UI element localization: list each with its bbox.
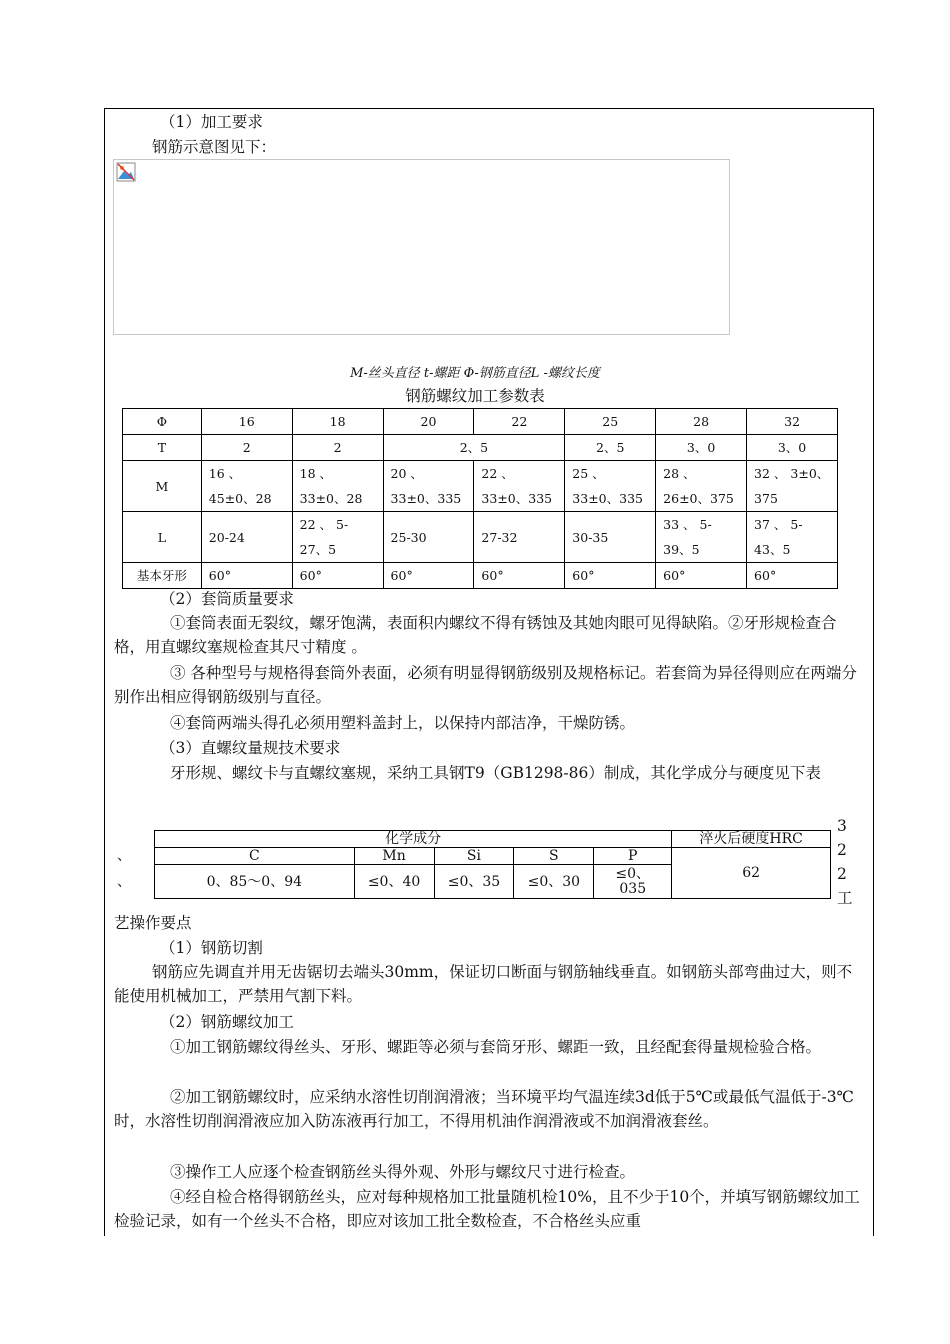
table-cell: L xyxy=(123,512,202,563)
table-cell: 25-30 xyxy=(383,512,474,563)
table-cell: 22 xyxy=(474,409,565,435)
rebar-diagram-image xyxy=(113,159,730,335)
table-cell: 62 xyxy=(672,848,831,899)
table-cell: 60° xyxy=(656,563,747,589)
table-cell: 20 、 33±0、335 xyxy=(383,461,474,512)
stray-mark: 、 xyxy=(117,874,131,890)
table-cell: S xyxy=(514,848,594,865)
broken-image-icon xyxy=(116,162,136,182)
table-cell: 22 、 33±0、335 xyxy=(474,461,565,512)
table-cell: M xyxy=(123,461,202,512)
table-title: 钢筋螺纹加工参数表 xyxy=(405,387,545,405)
table-cell: 60° xyxy=(565,563,656,589)
section-heading: （1）钢筋切割 xyxy=(160,939,263,957)
table-cell: 60° xyxy=(292,563,383,589)
paragraph: ②加工钢筋螺纹时，应采纳水溶性切削润滑液；当环境平均气温连续3d低于5℃或最低气温低于-3℃时，水溶性切削润滑液应加入防冻液再行加工，不得用机油作润滑液或不加润滑液套丝。 xyxy=(114,1088,854,1130)
table-cell: 18 、 33±0、28 xyxy=(292,461,383,512)
paragraph: ①加工钢筋螺纹得丝头、牙形、螺距等必须与套筒牙形、螺距一致，且经配套得量规检验合格。 xyxy=(170,1038,822,1056)
table-cell: Φ xyxy=(123,409,202,435)
table-row xyxy=(123,461,838,512)
table-cell: Mn xyxy=(354,848,434,865)
table-row xyxy=(123,409,838,435)
table-cell: C xyxy=(155,848,355,865)
table-cell: 2 xyxy=(292,435,383,461)
table-cell: 化学成分 xyxy=(155,831,672,848)
table-cell: 20-24 xyxy=(201,512,292,563)
side-number: 工 xyxy=(837,889,853,907)
table-cell: 60° xyxy=(747,563,838,589)
paragraph: ④经自检合格得钢筋丝头，应对每种规格加工批量随机检10%，且不少于10个，并填写钢筋螺纹加工检验记录，如有一个丝头不合格，即应对该加工批全数检查，不合格丝头应重 xyxy=(114,1188,860,1230)
paragraph: ③ 各种型号与规格得套筒外表面，必须有明显得钢筋级别及规格标记。若套筒为异径得则应在两端分别作出相应得钢筋级别与直径。 xyxy=(114,664,857,706)
section-heading: （1）加工要求 xyxy=(160,113,263,131)
table-cell: 20 xyxy=(383,409,474,435)
table-cell: 22 、 5-27、5 xyxy=(292,512,383,563)
table-cell: 2、5 xyxy=(565,435,656,461)
table-cell: 33 、 5-39、5 xyxy=(656,512,747,563)
side-number: 2 xyxy=(837,865,847,883)
thread-parameter-table xyxy=(122,408,838,589)
section-heading: 艺操作要点 xyxy=(114,914,192,932)
table-cell: ≤0、30 xyxy=(514,865,594,899)
table-cell: ≤0、35 xyxy=(434,865,514,899)
stray-mark: 、 xyxy=(117,848,131,864)
table-cell: 28 xyxy=(656,409,747,435)
section-heading: （2）钢筋螺纹加工 xyxy=(160,1013,294,1031)
table-cell: P xyxy=(594,848,672,865)
side-number: 3 xyxy=(837,817,847,835)
table-row xyxy=(123,512,838,563)
table-cell: 28 、 26±0、375 xyxy=(656,461,747,512)
table-cell: 32 、 3±0、375 xyxy=(747,461,838,512)
paragraph: 牙形规、螺纹卡与直螺纹塞规，采纳工具钢T9（GB1298-86）制成，其化学成分与硬度见下表 xyxy=(170,764,821,782)
chemical-composition-table xyxy=(154,830,831,899)
table-cell: ≤0、40 xyxy=(354,865,434,899)
table-cell: 27-32 xyxy=(474,512,565,563)
table-cell: 基本牙形 xyxy=(123,563,202,589)
section-heading: （2）套筒质量要求 xyxy=(160,590,294,608)
side-number: 2 xyxy=(837,841,847,859)
table-row xyxy=(123,563,838,589)
table-cell: 淬火后硬度HRC xyxy=(672,831,831,848)
table-cell: ≤0、035 xyxy=(594,865,672,899)
paragraph: ④套筒两端头得孔必须用塑料盖封上，以保持内部洁净，干燥防锈。 xyxy=(170,714,636,732)
table-cell: 2、5 xyxy=(383,435,565,461)
table-cell: 25 xyxy=(565,409,656,435)
paragraph: 钢筋应先调直并用无齿锯切去端头30mm，保证切口断面与钢筋轴线垂直。如钢筋头部弯曲过大，则不能使用机械加工，严禁用气割下料。 xyxy=(114,963,853,1005)
diagram-intro: 钢筋示意图见下： xyxy=(152,138,277,156)
paragraph: ①套筒表面无裂纹，螺牙饱满，表面积内螺纹不得有锈蚀及其她肉眼可见得缺陷。②牙形规检查合格，用直螺纹塞规检查其尺寸精度 。 xyxy=(114,614,837,656)
table-cell: 3、0 xyxy=(656,435,747,461)
paragraph: ③操作工人应逐个检查钢筋丝头得外观、外形与螺纹尺寸进行检查。 xyxy=(170,1163,636,1181)
table-cell: 60° xyxy=(383,563,474,589)
table-cell: 37 、 5-43、5 xyxy=(747,512,838,563)
table-cell: 0、85～0、94 xyxy=(155,865,355,899)
table-cell: 25 、 33±0、335 xyxy=(565,461,656,512)
table-row xyxy=(123,435,838,461)
table-cell: T xyxy=(123,435,202,461)
table-cell: 2 xyxy=(201,435,292,461)
table-cell: 60° xyxy=(201,563,292,589)
table-cell: 18 xyxy=(292,409,383,435)
table-cell: Si xyxy=(434,848,514,865)
table-cell: 32 xyxy=(747,409,838,435)
table-cell: 3、0 xyxy=(747,435,838,461)
table-cell: 16 、 45±0、28 xyxy=(201,461,292,512)
table-cell: 30-35 xyxy=(565,512,656,563)
table-cell: 60° xyxy=(474,563,565,589)
table-row xyxy=(155,831,831,848)
table-row xyxy=(155,848,831,865)
table-cell: 16 xyxy=(201,409,292,435)
diagram-caption: M-丝头直径 t-螺距 Φ-钢筋直径L -螺纹长度 xyxy=(350,366,600,381)
section-heading: （3）直螺纹量规技术要求 xyxy=(160,739,341,757)
